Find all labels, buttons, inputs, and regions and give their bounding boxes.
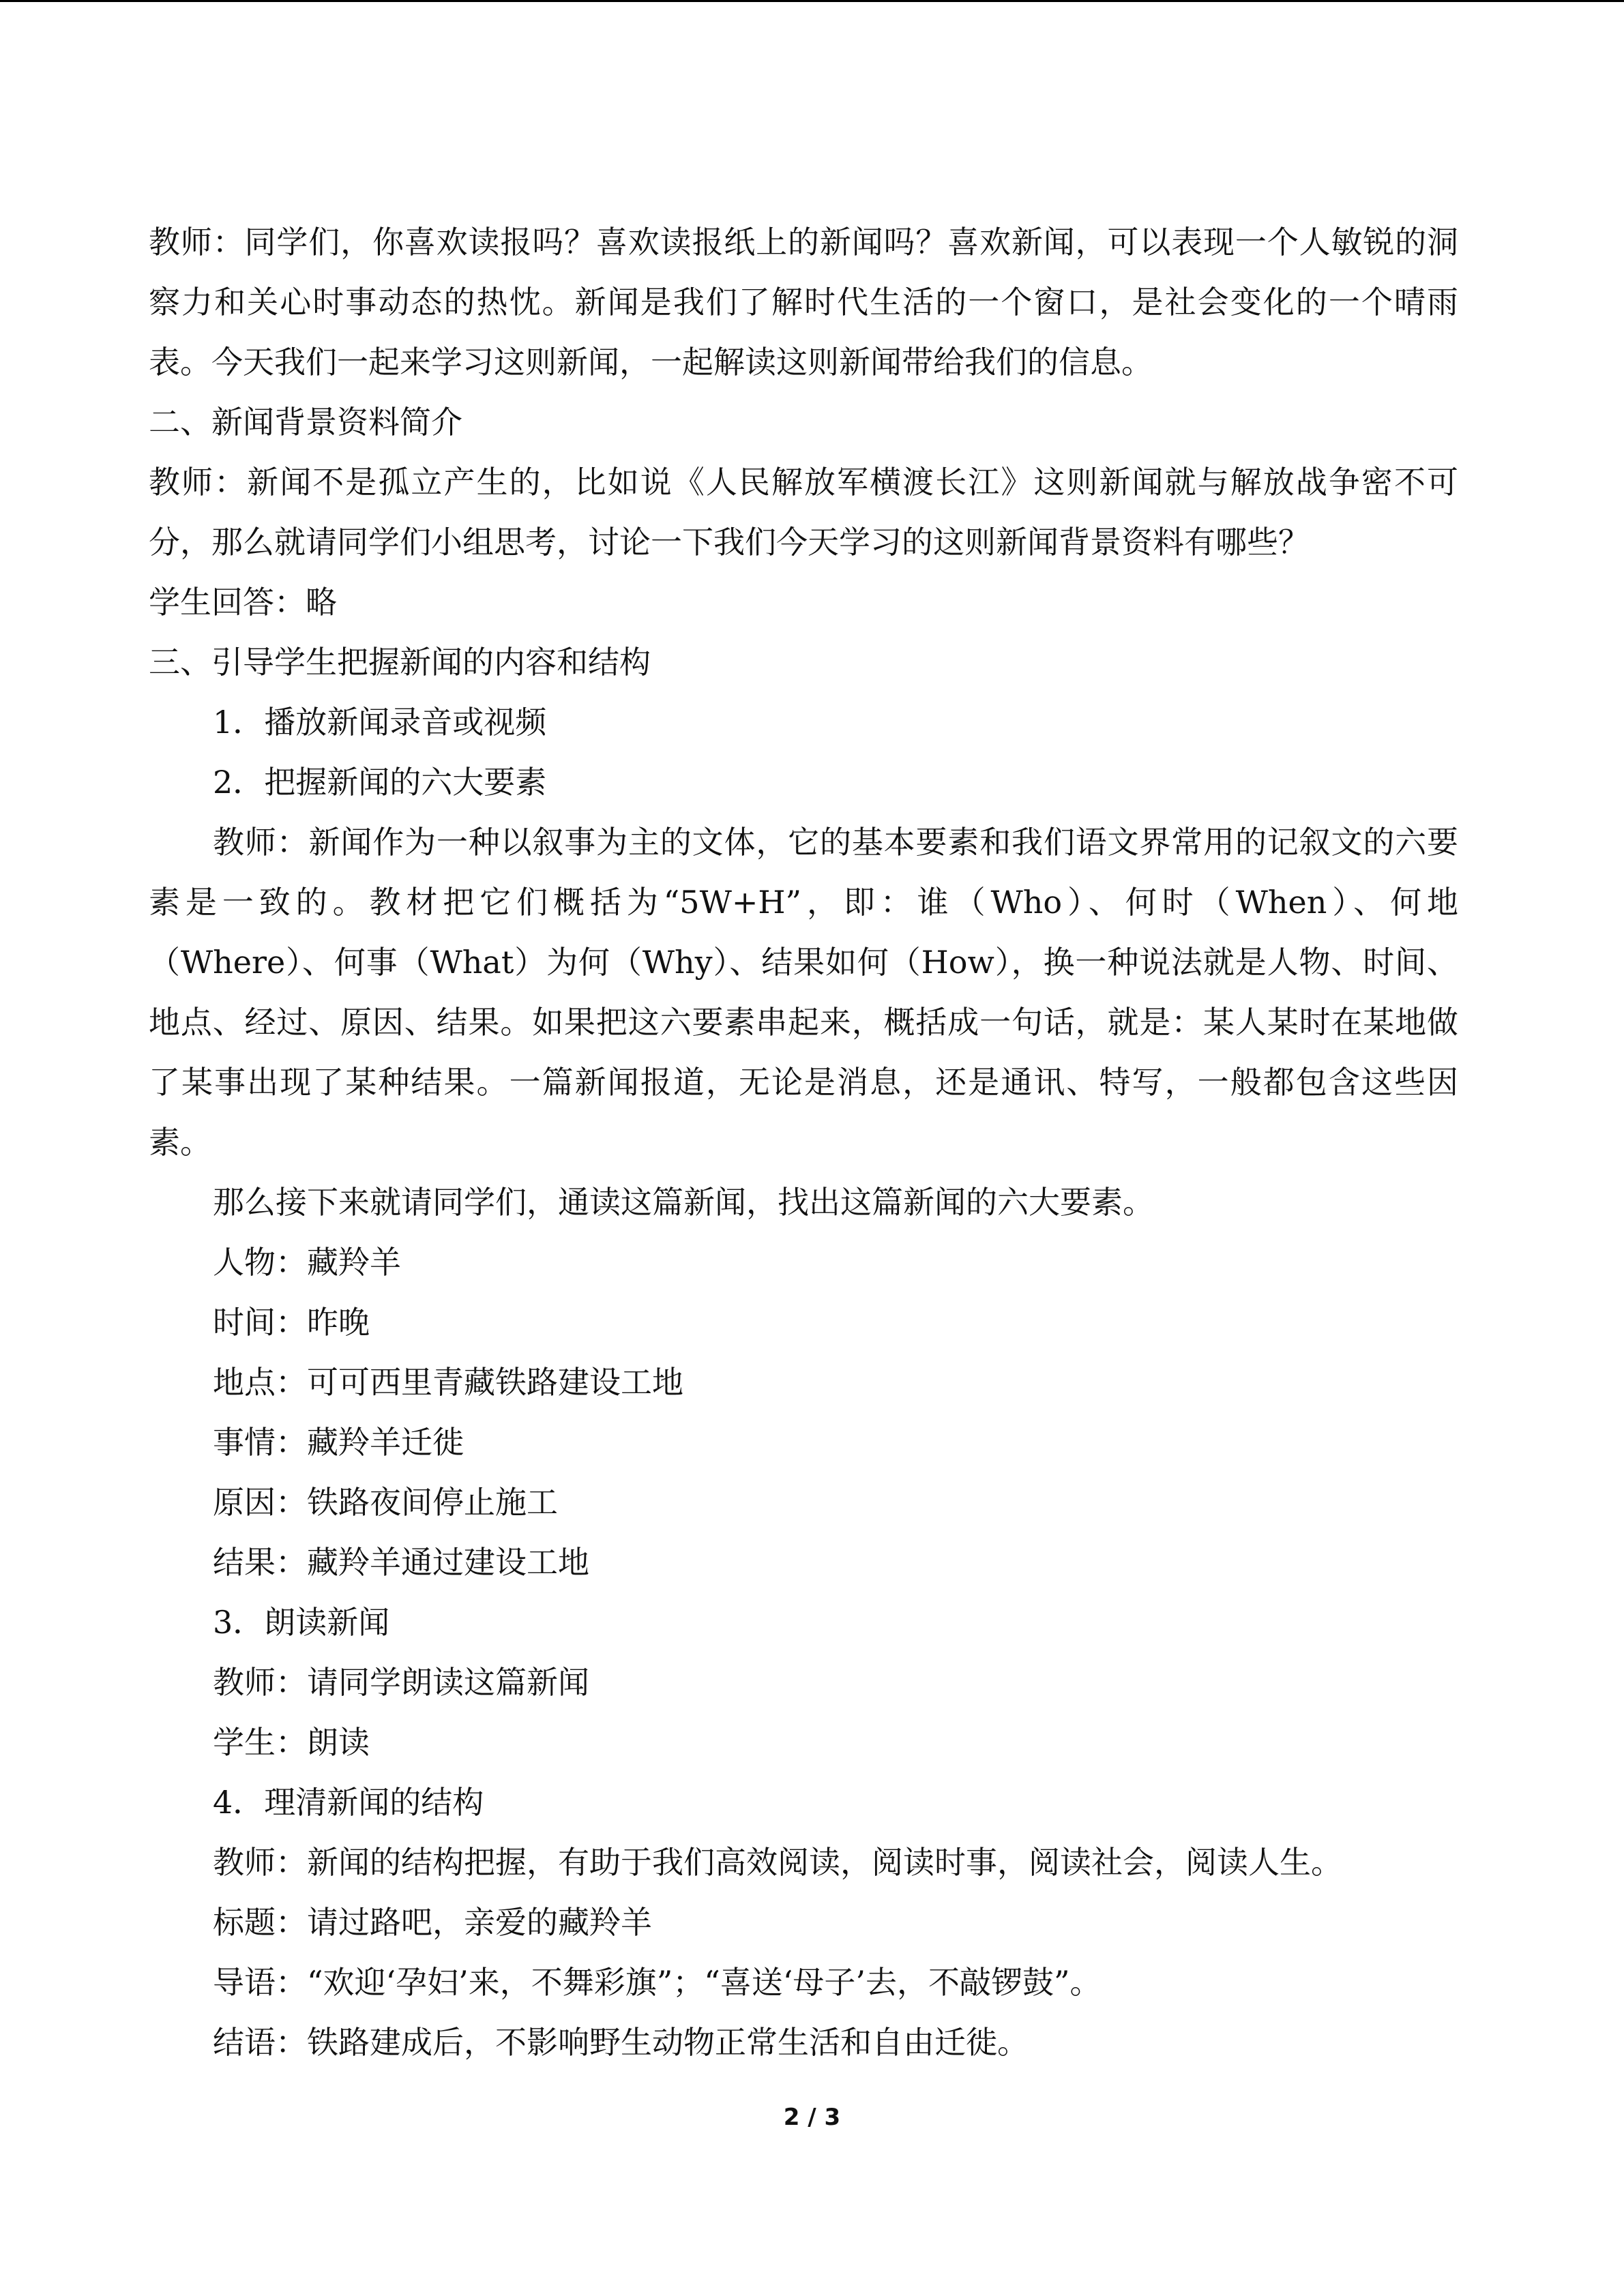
step-read-aloud: 3．朗读新闻 bbox=[213, 1604, 390, 1641]
paragraph-intro: 教师：同学们，你喜欢读报吗？喜欢读报纸上的新闻吗？喜欢新闻，可以表现一个人敏锐的洞察力和关心时事动态的热忱。新闻是我们了解时代生活的一个窗口，是社会变化的一个晴雨表。今天我们一起来学习这则新闻，一起解读这则新闻带给我们的信息。 bbox=[149, 224, 1458, 381]
step-structure: 4．理清新闻的结构 bbox=[213, 1784, 484, 1821]
structure-lead: 导语：“欢迎‘孕妇’来，不舞彩旗”；“喜送‘母子’去，不敲锣鼓”。 bbox=[213, 1964, 1102, 2001]
element-cause: 原因：铁路夜间停止施工 bbox=[213, 1484, 558, 1521]
step-play-audio: 1．播放新闻录音或视频 bbox=[213, 704, 547, 741]
paragraph-find-elements: 那么接下来就请同学们，通读这篇新闻，找出这篇新闻的六大要素。 bbox=[213, 1184, 1154, 1221]
paragraph-student-answer: 学生回答：略 bbox=[149, 584, 337, 621]
structure-title: 标题：请过路吧，亲爱的藏羚羊 bbox=[213, 1904, 652, 1941]
page-number: 2 / 3 bbox=[783, 2104, 841, 2131]
element-person: 人物：藏羚羊 bbox=[213, 1244, 401, 1281]
heading-background: 二、新闻背景资料简介 bbox=[149, 404, 462, 441]
element-time: 时间：昨晚 bbox=[213, 1304, 370, 1341]
paragraph-six-elements: 教师：新闻作为一种以叙事为主的文体，它的基本要素和我们语文界常用的记叙文的六要素是一致的。教材把它们概括为“5W+H”，即：谁（Who）、何时（When）、何地（Where）、何事（What）为何（Why）、结果如何（How），换一种说法就是人物、时间、地点、经过、原因、结果。如果把这六要素串起来，概括成一句话，就是：某人某时在某地做了某事出现了某种结果。一篇新闻报道，无论是消息，还是通讯、特写，一般都包含这些因素。 bbox=[149, 824, 1458, 1161]
paragraph-background: 教师：新闻不是孤立产生的，比如说《人民解放军横渡长江》这则新闻就与解放战争密不可分，那么就请同学们小组思考，讨论一下我们今天学习的这则新闻背景资料有哪些？ bbox=[149, 464, 1458, 561]
structure-conclusion: 结语：铁路建成后，不影响野生动物正常生活和自由迁徙。 bbox=[213, 2024, 1029, 2061]
element-place: 地点：可可西里青藏铁路建设工地 bbox=[213, 1364, 683, 1401]
element-result: 结果：藏羚羊通过建设工地 bbox=[213, 1544, 589, 1581]
top-border-line bbox=[0, 0, 1624, 2]
step-six-elements: 2．把握新闻的六大要素 bbox=[213, 764, 547, 801]
document-body bbox=[149, 212, 1458, 2072]
element-event: 事情：藏羚羊迁徙 bbox=[213, 1424, 464, 1461]
paragraph-structure: 教师：新闻的结构把握，有助于我们高效阅读，阅读时事，阅读社会，阅读人生。 bbox=[213, 1844, 1342, 1881]
heading-guide: 三、引导学生把握新闻的内容和结构 bbox=[149, 644, 651, 681]
paragraph-student-read: 学生：朗读 bbox=[213, 1724, 370, 1761]
paragraph-teacher-read: 教师：请同学朗读这篇新闻 bbox=[213, 1664, 589, 1701]
